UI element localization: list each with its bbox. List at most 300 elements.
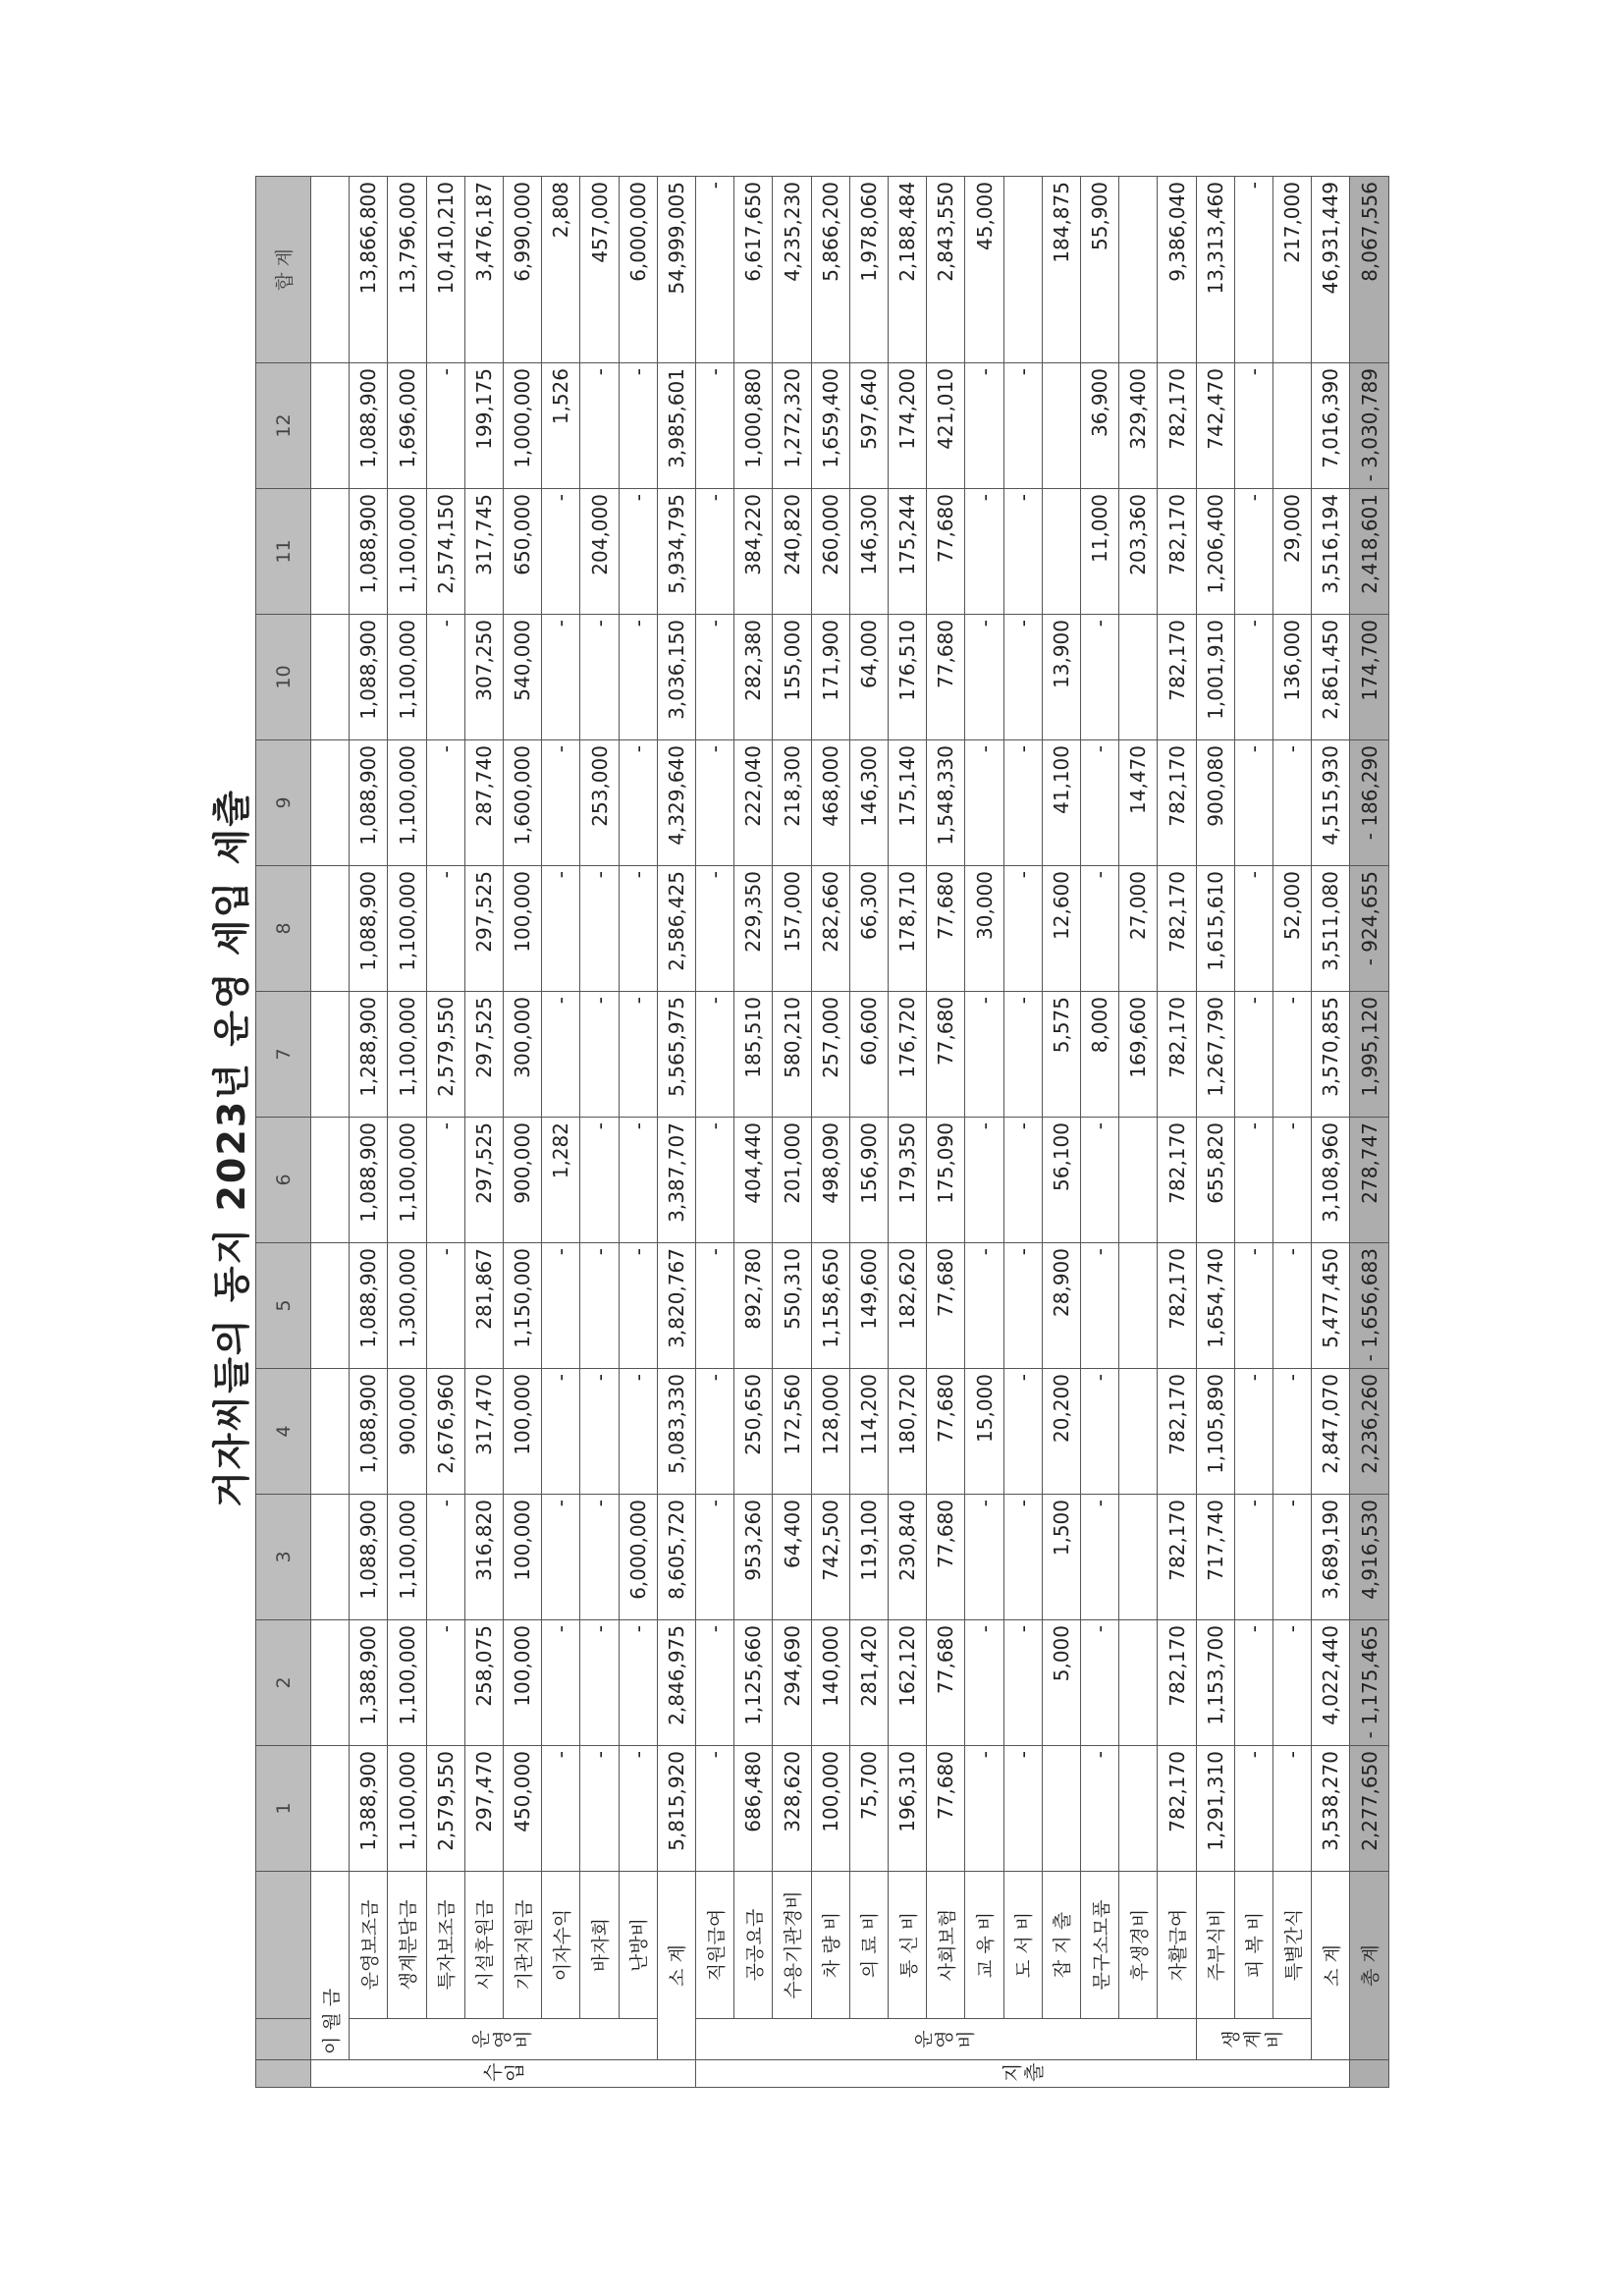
- month-cell: 2,579,550: [426, 1746, 464, 1872]
- row-total-cell: [311, 177, 350, 363]
- row-total-cell: 13,313,460: [1196, 177, 1234, 363]
- month-cell: 742,470: [1196, 363, 1234, 489]
- month-cell: 5,575: [1042, 992, 1080, 1118]
- month-cell: 257,000: [811, 992, 849, 1118]
- month-cell: [311, 1495, 350, 1620]
- month-cell: [311, 363, 350, 489]
- month-cell: 1,105,890: [1196, 1369, 1234, 1495]
- month-cell: 3,108,960: [1312, 1118, 1350, 1243]
- month-cell: 2,846,975: [657, 1620, 695, 1746]
- month-cell: -: [542, 1620, 580, 1746]
- month-cell: -: [580, 992, 619, 1118]
- month-cell: -: [580, 1369, 619, 1495]
- month-cell: 1,088,900: [350, 1243, 388, 1369]
- row-total-cell: 3,476,187: [464, 177, 503, 363]
- row-label: 사회보험: [927, 1872, 965, 2019]
- month-cell: 11,000: [1081, 489, 1119, 615]
- row-total-cell: 46,931,449: [1312, 177, 1350, 363]
- row-total-cell: 5,866,200: [811, 177, 849, 363]
- month-cell: -: [696, 615, 734, 740]
- column-header: 11: [256, 489, 311, 615]
- row-label: 수용기관경비: [773, 1872, 811, 2019]
- table-row: [1119, 177, 1158, 2088]
- month-cell: 655,820: [1196, 1118, 1234, 1243]
- month-cell: 317,745: [464, 489, 503, 615]
- month-cell: -: [1234, 615, 1272, 740]
- month-cell: 2,676,960: [426, 1369, 464, 1495]
- month-cell: -: [580, 866, 619, 992]
- month-cell: 155,000: [773, 615, 811, 740]
- header-blank: [256, 1872, 311, 2019]
- month-cell: 782,170: [1158, 740, 1196, 866]
- month-cell: 2,861,450: [1312, 615, 1350, 740]
- month-cell: -: [619, 615, 657, 740]
- column-header: 12: [256, 363, 311, 489]
- month-cell: [1273, 363, 1312, 489]
- month-cell: 1,153,700: [1196, 1620, 1234, 1746]
- row-label: 특자보조금: [426, 1872, 464, 2019]
- column-header: 7: [256, 992, 311, 1118]
- month-cell: -: [619, 992, 657, 1118]
- month-cell: -: [1003, 1746, 1042, 1872]
- month-cell: 2,586,425: [657, 866, 695, 992]
- month-cell: -: [542, 1746, 580, 1872]
- month-cell: -: [965, 489, 1003, 615]
- month-cell: -: [1081, 740, 1119, 866]
- month-cell: -: [580, 1243, 619, 1369]
- row-label: 교 육 비: [965, 1872, 1003, 2019]
- month-cell: -: [696, 489, 734, 615]
- month-cell: [1119, 1118, 1158, 1243]
- month-cell: -: [1234, 1369, 1272, 1495]
- month-cell: 20,200: [1042, 1369, 1080, 1495]
- month-cell: 1,548,330: [927, 740, 965, 866]
- row-total-cell: 10,410,210: [426, 177, 464, 363]
- month-cell: 5,083,330: [657, 1369, 695, 1495]
- row-label: 통 신 비: [889, 1872, 927, 2019]
- month-cell: 281,867: [464, 1243, 503, 1369]
- month-cell: 1,272,320: [773, 363, 811, 489]
- month-cell: 300,000: [504, 992, 542, 1118]
- month-cell: -: [965, 1243, 1003, 1369]
- month-cell: 66,300: [849, 866, 888, 992]
- month-cell: 41,100: [1042, 740, 1080, 866]
- table-row: [311, 177, 350, 2088]
- month-cell: 2,418,601: [1350, 489, 1389, 615]
- month-cell: 260,000: [811, 489, 849, 615]
- table-row: [849, 177, 888, 2088]
- month-cell: 3,387,707: [657, 1118, 695, 1243]
- month-cell: -: [619, 740, 657, 866]
- row-label: 잡 지 출: [1042, 1872, 1080, 2019]
- table-row: [1273, 177, 1312, 2088]
- month-cell: 281,420: [849, 1620, 888, 1746]
- month-cell: 253,000: [580, 740, 619, 866]
- row-total-cell: 6,617,650: [734, 177, 773, 363]
- row-label: 난방비: [619, 1872, 657, 2019]
- month-cell: 185,510: [734, 992, 773, 1118]
- month-cell: 3,820,767: [657, 1243, 695, 1369]
- month-cell: -: [1081, 1620, 1119, 1746]
- month-cell: 782,170: [1158, 489, 1196, 615]
- month-cell: 100,000: [504, 1620, 542, 1746]
- month-cell: 1,000,000: [504, 363, 542, 489]
- table-row: [542, 177, 580, 2088]
- table-row: [426, 177, 464, 2088]
- row-label: 바자회: [580, 1872, 619, 2019]
- section-income: 수 입: [311, 2060, 696, 2088]
- month-cell: -: [619, 1118, 657, 1243]
- column-header: 5: [256, 1243, 311, 1369]
- month-cell: [311, 615, 350, 740]
- month-cell: -: [619, 489, 657, 615]
- table-row: [1196, 177, 1234, 2088]
- month-cell: 1,500: [1042, 1495, 1080, 1620]
- month-cell: 250,650: [734, 1369, 773, 1495]
- month-cell: 597,640: [849, 363, 888, 489]
- month-cell: 782,170: [1158, 1620, 1196, 1746]
- month-cell: 1,100,000: [388, 1746, 426, 1872]
- month-cell: 468,000: [811, 740, 849, 866]
- month-cell: 287,740: [464, 740, 503, 866]
- month-cell: 218,300: [773, 740, 811, 866]
- month-cell: 1,100,000: [388, 740, 426, 866]
- month-cell: 900,080: [1196, 740, 1234, 866]
- month-cell: 1,659,400: [811, 363, 849, 489]
- month-cell: 5,565,975: [657, 992, 695, 1118]
- month-cell: [311, 866, 350, 992]
- month-cell: 782,170: [1158, 615, 1196, 740]
- month-cell: -: [965, 1118, 1003, 1243]
- month-cell: - 1,656,683: [1350, 1243, 1389, 1369]
- month-cell: 100,000: [811, 1746, 849, 1872]
- month-cell: 297,525: [464, 1118, 503, 1243]
- month-cell: 77,680: [927, 489, 965, 615]
- row-label: 이 월 금: [311, 1872, 350, 2060]
- month-cell: -: [1081, 1118, 1119, 1243]
- column-header: 4: [256, 1369, 311, 1495]
- month-cell: 77,680: [927, 1369, 965, 1495]
- month-cell: 282,660: [811, 866, 849, 992]
- column-header: 1: [256, 1746, 311, 1872]
- month-cell: 3,570,855: [1312, 992, 1350, 1118]
- month-cell: 175,244: [889, 489, 927, 615]
- month-cell: -: [696, 1369, 734, 1495]
- month-cell: -: [1234, 866, 1272, 992]
- month-cell: -: [1003, 740, 1042, 866]
- month-cell: 953,260: [734, 1495, 773, 1620]
- month-cell: -: [580, 1746, 619, 1872]
- month-cell: 1,600,000: [504, 740, 542, 866]
- month-cell: -: [619, 1243, 657, 1369]
- month-cell: 329,400: [1119, 363, 1158, 489]
- month-cell: 77,680: [927, 615, 965, 740]
- month-cell: 196,310: [889, 1746, 927, 1872]
- table-row: [1042, 177, 1080, 2088]
- month-cell: 1,088,900: [350, 1495, 388, 1620]
- row-total-cell: 1,978,060: [849, 177, 888, 363]
- month-cell: 12,600: [1042, 866, 1080, 992]
- month-cell: -: [542, 1243, 580, 1369]
- table-row: [388, 177, 426, 2088]
- month-cell: 204,000: [580, 489, 619, 615]
- month-cell: 900,000: [388, 1369, 426, 1495]
- month-cell: -: [1234, 1118, 1272, 1243]
- month-cell: 182,620: [889, 1243, 927, 1369]
- month-cell: -: [1003, 1369, 1042, 1495]
- month-cell: -: [696, 992, 734, 1118]
- month-cell: 2,574,150: [426, 489, 464, 615]
- month-cell: 282,380: [734, 615, 773, 740]
- month-cell: 2,847,070: [1312, 1369, 1350, 1495]
- month-cell: 178,710: [889, 866, 927, 992]
- month-cell: 717,740: [1196, 1495, 1234, 1620]
- month-cell: 782,170: [1158, 1746, 1196, 1872]
- month-cell: 77,680: [927, 1746, 965, 1872]
- table-row: [811, 177, 849, 2088]
- row-total-cell: 2,808: [542, 177, 580, 363]
- month-cell: -: [542, 866, 580, 992]
- table-row: [580, 177, 619, 2088]
- month-cell: -: [580, 363, 619, 489]
- month-cell: -: [1003, 866, 1042, 992]
- month-cell: 1,100,000: [388, 615, 426, 740]
- ledger-body: [311, 177, 1389, 2088]
- month-cell: 4,916,530: [1350, 1495, 1389, 1620]
- month-cell: 1,388,900: [350, 1620, 388, 1746]
- month-cell: 3,516,194: [1312, 489, 1350, 615]
- month-cell: -: [1234, 740, 1272, 866]
- month-cell: 36,900: [1081, 363, 1119, 489]
- month-cell: 3,689,190: [1312, 1495, 1350, 1620]
- month-cell: 3,511,080: [1312, 866, 1350, 992]
- month-cell: 15,000: [965, 1369, 1003, 1495]
- month-cell: -: [696, 1746, 734, 1872]
- month-cell: -: [1081, 1495, 1119, 1620]
- month-cell: [1119, 1746, 1158, 1872]
- month-cell: -: [619, 1369, 657, 1495]
- row-total-cell: 2,188,484: [889, 177, 927, 363]
- month-cell: 30,000: [965, 866, 1003, 992]
- month-cell: 128,000: [811, 1369, 849, 1495]
- month-cell: 175,140: [889, 740, 927, 866]
- month-cell: 297,525: [464, 866, 503, 992]
- month-cell: 3,985,601: [657, 363, 695, 489]
- month-cell: -: [696, 1118, 734, 1243]
- month-cell: 29,000: [1273, 489, 1312, 615]
- row-total-cell: [1003, 177, 1042, 363]
- month-cell: 52,000: [1273, 866, 1312, 992]
- month-cell: 742,500: [811, 1495, 849, 1620]
- month-cell: 1,158,650: [811, 1243, 849, 1369]
- month-cell: [1119, 1495, 1158, 1620]
- column-header: 9: [256, 740, 311, 866]
- header-blank: [256, 2060, 311, 2088]
- month-cell: -: [1003, 615, 1042, 740]
- month-cell: 1,088,900: [350, 489, 388, 615]
- month-cell: 77,680: [927, 992, 965, 1118]
- month-cell: 1,001,910: [1196, 615, 1234, 740]
- month-cell: 1,100,000: [388, 489, 426, 615]
- month-cell: -: [426, 363, 464, 489]
- row-label: 자활급여: [1158, 1872, 1196, 2019]
- month-cell: [311, 992, 350, 1118]
- column-header: 2: [256, 1620, 311, 1746]
- row-total-cell: 55,900: [1081, 177, 1119, 363]
- month-cell: -: [1003, 1620, 1042, 1746]
- row-label: 도 서 비: [1003, 1872, 1042, 2019]
- row-total-cell: -: [1234, 177, 1272, 363]
- month-cell: 686,480: [734, 1746, 773, 1872]
- month-cell: -: [1234, 1746, 1272, 1872]
- month-cell: -: [542, 615, 580, 740]
- month-cell: -: [1273, 1369, 1312, 1495]
- month-cell: [1119, 615, 1158, 740]
- month-cell: [311, 1243, 350, 1369]
- month-cell: -: [542, 740, 580, 866]
- month-cell: -: [1273, 740, 1312, 866]
- month-cell: 222,040: [734, 740, 773, 866]
- month-cell: 169,600: [1119, 992, 1158, 1118]
- month-cell: - 186,290: [1350, 740, 1389, 866]
- month-cell: 1,100,000: [388, 992, 426, 1118]
- table-row: [1003, 177, 1042, 2088]
- month-cell: 1,100,000: [388, 1620, 426, 1746]
- month-cell: 2,579,550: [426, 992, 464, 1118]
- month-cell: 114,200: [849, 1369, 888, 1495]
- month-cell: 1,288,900: [350, 992, 388, 1118]
- month-cell: 100,000: [504, 1495, 542, 1620]
- month-cell: -: [1081, 615, 1119, 740]
- month-cell: 75,700: [849, 1746, 888, 1872]
- header-row: [256, 177, 311, 2088]
- month-cell: -: [1234, 1243, 1272, 1369]
- month-cell: -: [426, 1620, 464, 1746]
- month-cell: 307,250: [464, 615, 503, 740]
- month-cell: 1,088,900: [350, 1369, 388, 1495]
- month-cell: 297,470: [464, 1746, 503, 1872]
- row-total-cell: 13,866,800: [350, 177, 388, 363]
- month-cell: 1,100,000: [388, 1495, 426, 1620]
- month-cell: 229,350: [734, 866, 773, 992]
- month-cell: 77,680: [927, 1243, 965, 1369]
- month-cell: -: [1273, 1620, 1312, 1746]
- column-header: 8: [256, 866, 311, 992]
- month-cell: -: [426, 1243, 464, 1369]
- row-label: 피 복 비: [1234, 1872, 1272, 2019]
- row-label: 시설후원금: [464, 1872, 503, 2019]
- month-cell: 174,200: [889, 363, 927, 489]
- month-cell: -: [1273, 992, 1312, 1118]
- month-cell: 100,000: [504, 866, 542, 992]
- table-row: [1234, 177, 1272, 2088]
- month-cell: -: [426, 615, 464, 740]
- column-header: 3: [256, 1495, 311, 1620]
- month-cell: 580,210: [773, 992, 811, 1118]
- month-cell: -: [542, 1369, 580, 1495]
- month-cell: 60,600: [849, 992, 888, 1118]
- month-cell: 1,206,400: [1196, 489, 1234, 615]
- month-cell: 162,120: [889, 1620, 927, 1746]
- month-cell: -: [426, 1495, 464, 1620]
- month-cell: 28,900: [1042, 1243, 1080, 1369]
- month-cell: 328,620: [773, 1746, 811, 1872]
- month-cell: -: [965, 1746, 1003, 1872]
- total-section: [1350, 2060, 1389, 2088]
- month-cell: 1,088,900: [350, 740, 388, 866]
- row-label: 후생경비: [1119, 1872, 1158, 2019]
- month-cell: 77,680: [927, 1495, 965, 1620]
- month-cell: 1,088,900: [350, 615, 388, 740]
- row-label: 문구소모품: [1081, 1872, 1119, 2019]
- month-cell: - 924,655: [1350, 866, 1389, 992]
- month-cell: 892,780: [734, 1243, 773, 1369]
- month-cell: 782,170: [1158, 1118, 1196, 1243]
- month-cell: -: [1273, 1243, 1312, 1369]
- month-cell: 650,000: [504, 489, 542, 615]
- month-cell: 156,900: [849, 1118, 888, 1243]
- month-cell: 5,815,920: [657, 1746, 695, 1872]
- row-total-cell: 45,000: [965, 177, 1003, 363]
- row-total-cell: 457,000: [580, 177, 619, 363]
- month-cell: 64,000: [849, 615, 888, 740]
- row-total-cell: 54,999,005: [657, 177, 695, 363]
- month-cell: -: [426, 740, 464, 866]
- group-expense-ops: 운영 비: [696, 2019, 1197, 2060]
- month-cell: 4,022,440: [1312, 1620, 1350, 1746]
- month-cell: -: [696, 866, 734, 992]
- month-cell: -: [1273, 1495, 1312, 1620]
- month-cell: -: [1003, 1243, 1042, 1369]
- month-cell: -: [965, 1620, 1003, 1746]
- table-row: [1081, 177, 1119, 2088]
- month-cell: 230,840: [889, 1495, 927, 1620]
- ledger-table: [255, 176, 1389, 2088]
- month-cell: 3,538,270: [1312, 1746, 1350, 1872]
- month-cell: 498,090: [811, 1118, 849, 1243]
- month-cell: -: [1273, 1746, 1312, 1872]
- month-cell: -: [1234, 1495, 1272, 1620]
- page-title: 거자씨들의 동지 2023년 운영 세입 세출: [210, 789, 253, 1507]
- month-cell: 1,615,610: [1196, 866, 1234, 992]
- month-cell: 146,300: [849, 740, 888, 866]
- month-cell: -: [1234, 992, 1272, 1118]
- month-cell: -: [619, 1746, 657, 1872]
- month-cell: -: [1003, 363, 1042, 489]
- row-label: 주부식비: [1196, 1872, 1234, 2019]
- table-row: [734, 177, 773, 2088]
- month-cell: 1,088,900: [350, 1118, 388, 1243]
- month-cell: [311, 740, 350, 866]
- month-cell: -: [580, 1495, 619, 1620]
- header-blank: [256, 2019, 311, 2060]
- month-cell: 317,470: [464, 1369, 503, 1495]
- month-cell: 294,690: [773, 1620, 811, 1746]
- month-cell: 179,350: [889, 1118, 927, 1243]
- month-cell: 4,515,930: [1312, 740, 1350, 866]
- row-total-cell: [1119, 177, 1158, 363]
- row-label: 직원급여: [696, 1872, 734, 2019]
- month-cell: -: [426, 1118, 464, 1243]
- row-label: 생계분담금: [388, 1872, 426, 2019]
- month-cell: 1,388,900: [350, 1746, 388, 1872]
- month-cell: [311, 1369, 350, 1495]
- table-row: [696, 177, 734, 2088]
- month-cell: 550,310: [773, 1243, 811, 1369]
- month-cell: 27,000: [1119, 866, 1158, 992]
- month-cell: -: [965, 992, 1003, 1118]
- month-cell: -: [1234, 1620, 1272, 1746]
